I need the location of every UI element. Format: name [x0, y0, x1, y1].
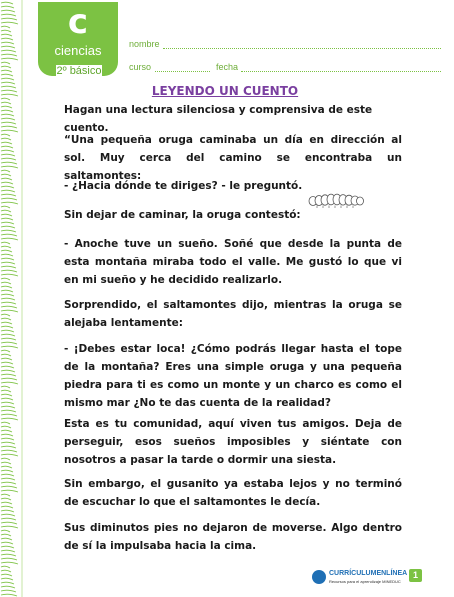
date-field[interactable]: [241, 71, 441, 72]
paragraph: Sin embargo, el gusanito ya estaba lejos y no terminó de escuchar lo que el saltamontes le decía.: [64, 478, 402, 508]
paragraph: - ¿Hacia dónde te diriges? - le preguntó.: [64, 180, 303, 192]
name-field[interactable]: [163, 48, 441, 49]
page-number: 1: [409, 569, 422, 582]
date-label: fecha: [216, 62, 239, 72]
paragraph: Hagan una lectura silenciosa y comprensiva de este cuento.: [64, 104, 373, 134]
brand-mark-icon: [312, 570, 326, 584]
course-field[interactable]: [155, 71, 210, 72]
paragraph: Sin dejar de caminar, la oruga contestó:: [64, 209, 301, 221]
page-title: LEYENDO UN CUENTO: [151, 84, 299, 98]
curriculum-logo: [312, 570, 412, 588]
logo-letter: c: [67, 2, 89, 42]
name-label: nombre: [129, 39, 160, 49]
caterpillar-illustration: [307, 193, 365, 209]
paragraph: Sus diminutos pies no dejaron de moverse. Algo dentro de sí la impulsaba hacia la cima.: [64, 522, 402, 552]
brand-name: CURRÍCULUMENLÍNEA: [329, 570, 408, 577]
paragraph: - ¡Debes estar loca! ¿Cómo podrás llegar hasta el tope de la montaña? Eres una simple oruga y una pequeña piedra para ti es como un monte y un charco es como el mismo mar ¿No te das cuenta de la realidad?: [64, 343, 402, 409]
paragraph: “Una pequeña oruga caminaba un día en dirección al sol. Muy cerca del camino se encontraba un saltamontes:: [64, 134, 402, 182]
decorative-stitch-border: [0, 0, 26, 597]
paragraph: Sorprendido, el saltamontes dijo, mientras la oruga se alejaba lentamente:: [64, 299, 402, 329]
paragraph: - Anoche tuve un sueño. Soñé que desde la punta de esta montaña miraba todo el valle. Me gustó lo que vi en mi sueño y he decidido realizarlo.: [64, 238, 402, 286]
course-label: curso: [129, 62, 152, 72]
grade-label: 2º básico: [56, 65, 102, 77]
paragraph: Esta es tu comunidad, aquí viven tus amigos. Deja de perseguir, esos sueños imposibles y siéntate con nosotros a pasar la tarde o dormir una siesta.: [64, 418, 402, 466]
logo-subject: ciencias: [54, 43, 102, 58]
brand-tagline: Recursos para el aprendizaje MINEDUC: [329, 579, 401, 584]
